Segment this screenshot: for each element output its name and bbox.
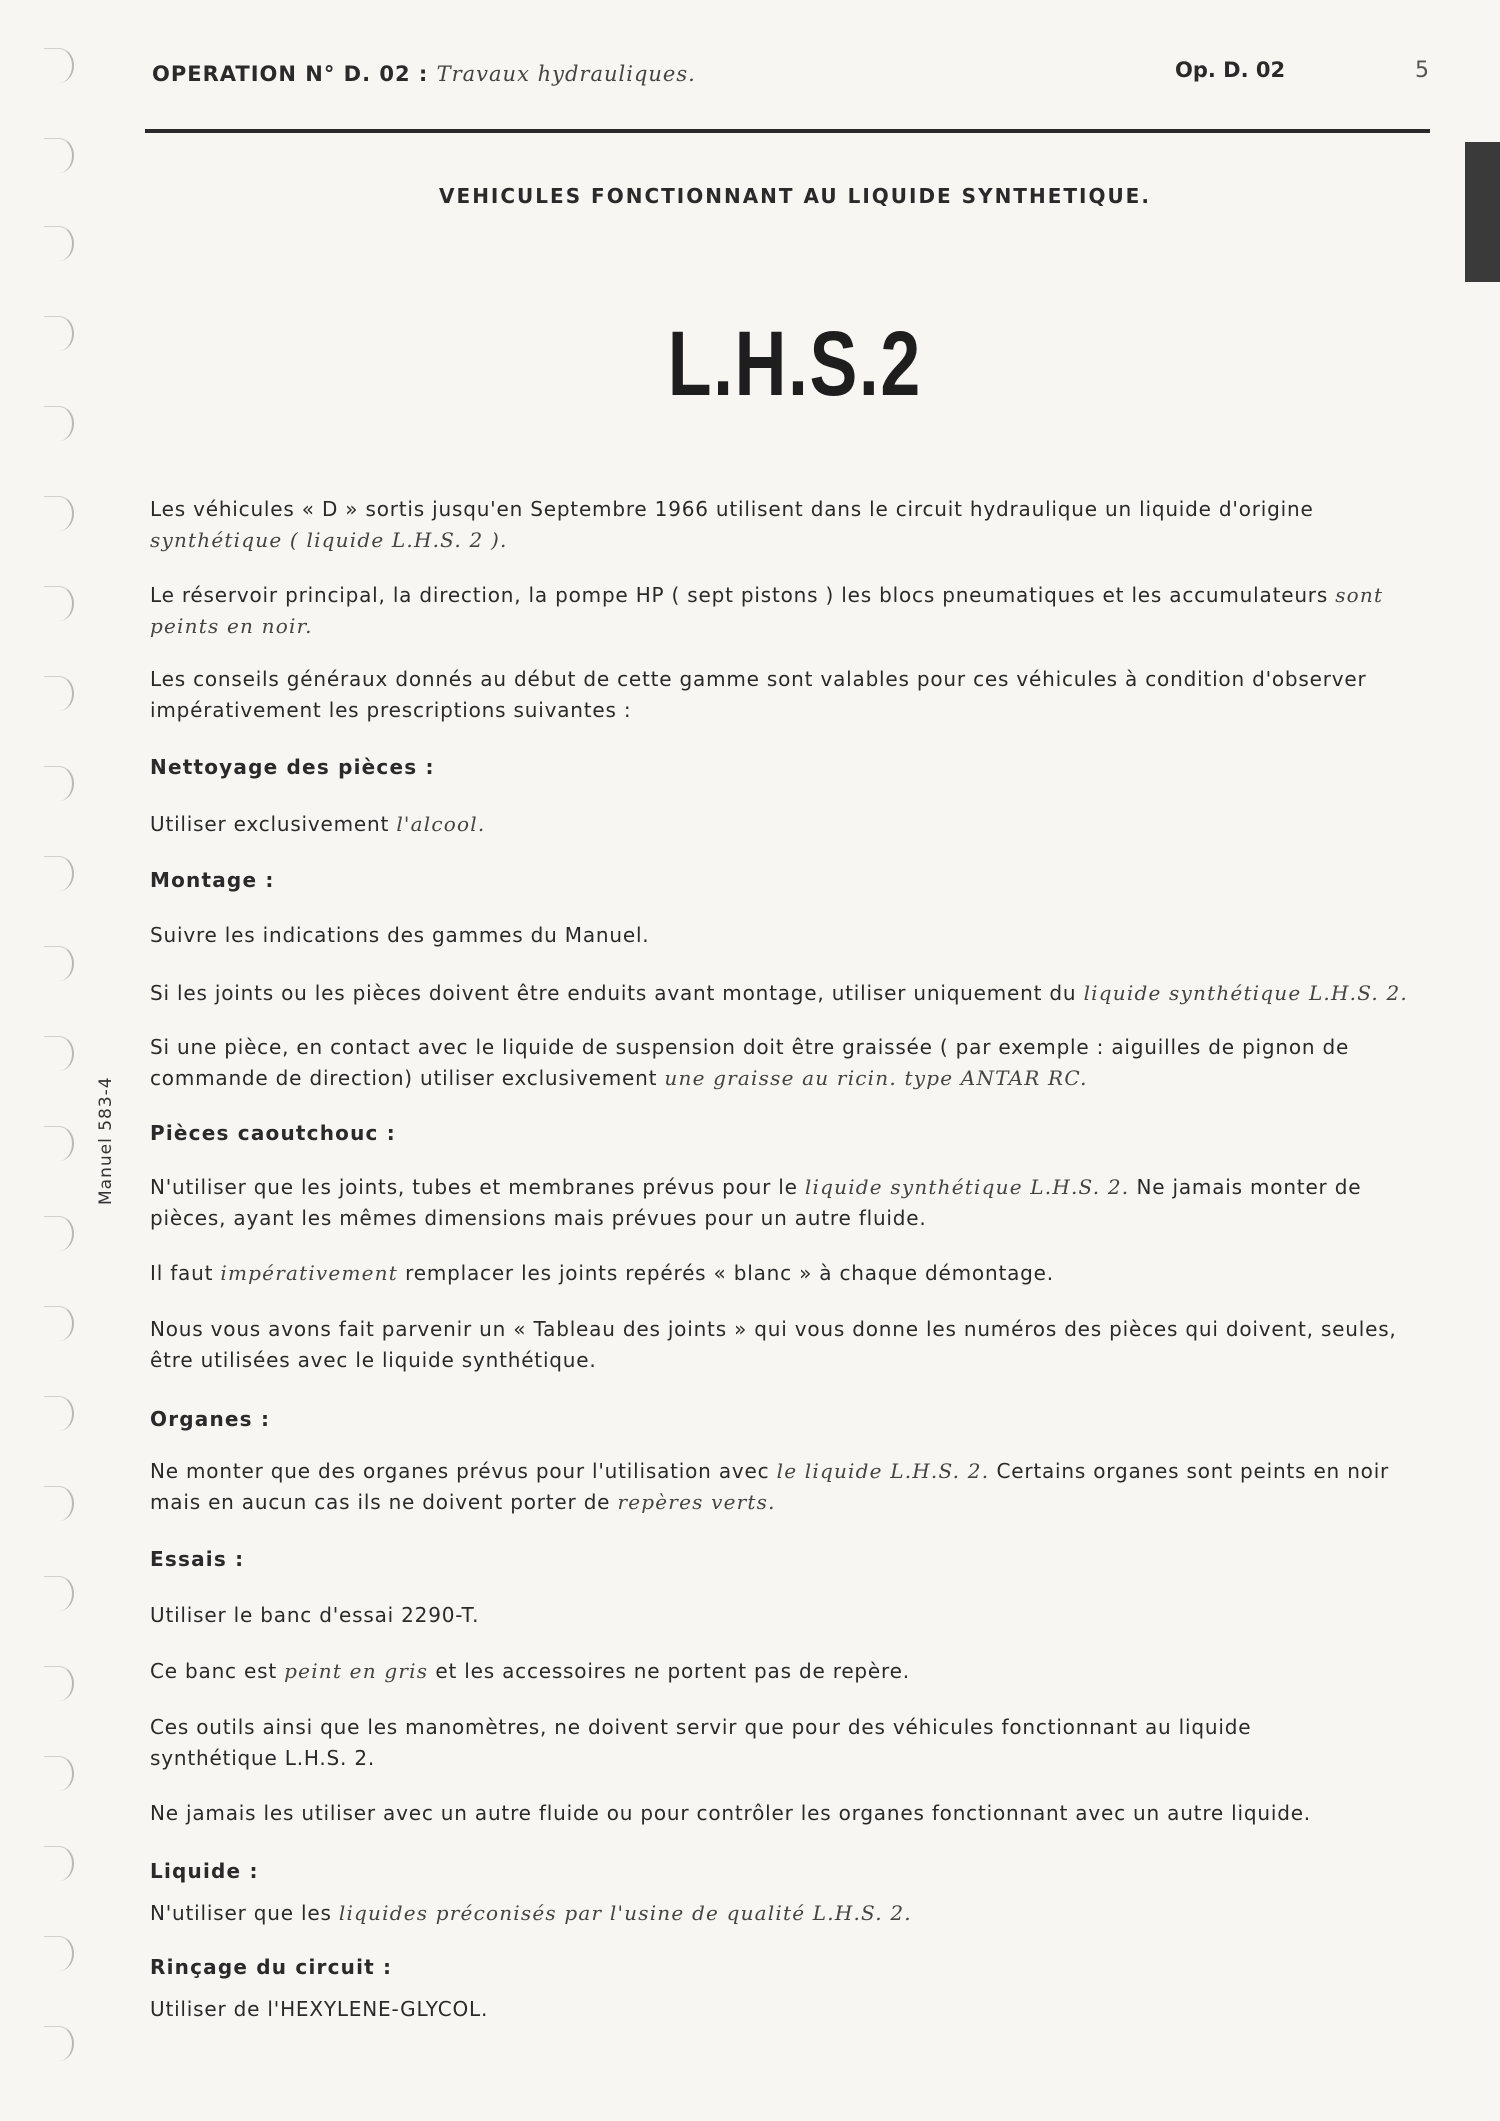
montage-paragraph [150,978,1440,1009]
liquide-paragraph [150,1898,1440,1929]
text-emphasis: peint en gris [284,1659,429,1683]
text-line: Ce banc est [150,1659,277,1683]
text-line: Les véhicules « D » sortis jusqu'en Septembre 1966 utilisent dans le circuit hydraulique un liquide d'origine [150,497,1314,521]
section-heading-rincage: Rinçage du circuit : [150,1955,393,1979]
text-line: Utiliser le banc d'essai 2290-T. [150,1603,480,1627]
binder-hole [44,1936,74,1971]
text-line: Il faut [150,1261,214,1285]
operation-header [152,62,696,86]
binder-hole [44,406,74,441]
text-line: Certains organes sont peints en noir [996,1459,1390,1483]
text-emphasis: impérativement [220,1261,398,1285]
binder-hole [44,1756,74,1791]
section-heading-nettoyage: Nettoyage des pièces : [150,755,435,779]
caoutchouc-paragraph [150,1258,1440,1289]
binder-hole [44,856,74,891]
text-emphasis: liquides préconisés par l'usine de qualité L.H.S. 2. [338,1901,912,1925]
binder-hole [44,676,74,711]
text-emphasis: peints en noir. [150,614,313,638]
section-heading-caoutchouc: Pièces caoutchouc : [150,1121,396,1145]
binder-hole [44,226,74,261]
caoutchouc-paragraph [150,1314,1440,1376]
section-heading-organes: Organes : [150,1407,271,1431]
operation-title: Travaux hydrauliques. [436,62,696,86]
binder-holes [36,40,86,2100]
manual-side-label: Manuel 583-4 [96,1076,116,1205]
binder-hole [44,316,74,351]
text-line: Ces outils ainsi que les manomètres, ne doivent servir que pour des véhicules fonctionnant au liquide [150,1715,1252,1739]
text-emphasis: liquide synthétique L.H.S. 2. [804,1175,1130,1199]
text-emphasis: liquide synthétique L.H.S. 2. [1083,981,1408,1005]
binder-hole [44,946,74,981]
text-line: commande de direction) utiliser exclusivement [150,1066,658,1090]
text-line: mais en aucun cas ils ne doivent porter de [150,1490,611,1514]
binder-hole [44,48,74,83]
binder-hole [44,1486,74,1521]
text-emphasis: l'alcool. [396,812,486,836]
binder-hole [44,1216,74,1251]
section-heading-montage: Montage : [150,868,275,892]
section-heading-liquide: Liquide : [150,1859,259,1883]
text-line: N'utiliser que les joints, tubes et membranes prévus pour le [150,1175,798,1199]
text-line: Ne monter que des organes prévus pour l'utilisation avec [150,1459,770,1483]
text-emphasis: repères verts. [617,1490,776,1514]
operation-reference: Op. D. 02 [1175,58,1286,82]
text-line: impérativement les prescriptions suivantes : [150,698,632,722]
intro-paragraph [150,494,1440,556]
text-emphasis: synthétique ( liquide L.H.S. 2 ). [150,528,508,552]
binder-hole [44,1306,74,1341]
text-line: Le réservoir principal, la direction, la pompe HP ( sept pistons ) les blocs pneumatiques et les accumulateurs [150,583,1329,607]
montage-paragraph [150,1032,1440,1094]
binder-hole [44,138,74,173]
binder-hole [44,496,74,531]
nettoyage-text [150,809,1440,840]
text-emphasis: une graisse au ricin. type ANTAR RC. [664,1066,1088,1090]
text-line: N'utiliser que les [150,1901,332,1925]
text-line: synthétique L.H.S. 2. [150,1746,376,1770]
binder-hole [44,1036,74,1071]
text-line: Si les joints ou les pièces doivent être enduits avant montage, utiliser uniquement du [150,981,1077,1005]
page-title: L.H.S.2 [667,313,922,415]
text-line: Les conseils généraux donnés au début de cette gamme sont valables pour ces véhicules à condition d'observer [150,667,1367,691]
essais-paragraph [150,1712,1440,1774]
text-line: pièces, ayant les mêmes dimensions mais prévues pour un autre fluide. [150,1206,927,1230]
text-line: Nous vous avons fait parvenir un « Tableau des joints » qui vous donne les numéros des pièces qui doivent, seules, [150,1317,1397,1341]
text-line: Suivre les indications des gammes du Manuel. [150,923,650,947]
header-rule [145,129,1430,133]
text-line: Ne jamais monter de [1136,1175,1362,1199]
caoutchouc-paragraph [150,1172,1440,1234]
text-line: Utiliser de l'HEXYLENE-GLYCOL. [150,1997,489,2021]
binder-hole [44,1666,74,1701]
intro-paragraph [150,664,1440,726]
text-emphasis: le liquide L.H.S. 2. [776,1459,990,1483]
organes-paragraph [150,1456,1440,1518]
intro-paragraph [150,580,1440,642]
binder-hole [44,1846,74,1881]
operation-label: OPERATION N° D. 02 : [152,62,429,86]
text-line: Ne jamais les utiliser avec un autre fluide ou pour contrôler les organes fonctionnant avec un autre liquide. [150,1801,1311,1825]
text-line: remplacer les joints repérés « blanc » à chaque démontage. [405,1261,1054,1285]
text-line: Si une pièce, en contact avec le liquide de suspension doit être graissée ( par exemple : aiguilles de pignon de [150,1035,1350,1059]
binder-hole [44,1576,74,1611]
essais-paragraph [150,1656,1440,1687]
text-line: Utiliser exclusivement [150,812,390,836]
section-heading-essais: Essais : [150,1547,245,1571]
page-number: 5 [1415,58,1429,83]
binder-hole [44,1126,74,1161]
binder-hole [44,766,74,801]
binder-hole [44,586,74,621]
text-line: et les accessoires ne portent pas de repère. [435,1659,910,1683]
page-subtitle: VEHICULES FONCTIONNANT AU LIQUIDE SYNTHETIQUE. [439,184,1151,208]
text-emphasis: sont [1335,583,1384,607]
binder-hole [44,1396,74,1431]
binder-hole [44,2026,74,2061]
text-line: être utilisées avec le liquide synthétique. [150,1348,597,1372]
section-tab-marker [1465,142,1500,282]
